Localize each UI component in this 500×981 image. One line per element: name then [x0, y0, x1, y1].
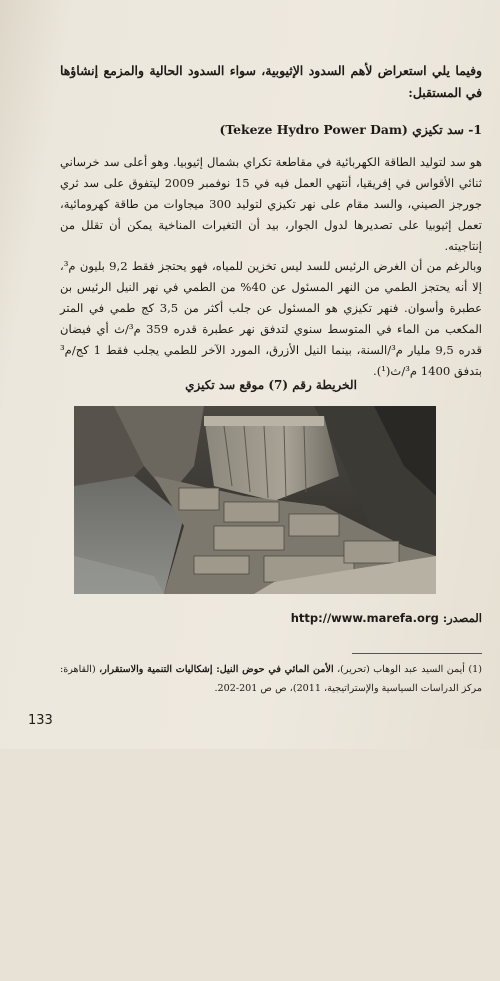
- paragraph-1: هو سد لتوليد الطاقة الكهربائية في مقاطعة تكراي بشمال إثيوبيا. وهو أعلى سد خرساني ثنائي الأقواس في إفريقيا، أنتهي العمل فيه في 15 نوفمبر 2009 ليتفوق على سد ثري جورجز الصيني، والسد مقام على نهر تكيزي لتوليد 300 ميجاوات من طاقة كهرومائية، تعمل إثيوبيا على تصديرها لدول الجوار، بيد أن التغيرات المناخية يمكن أن تقلل من إنتاجيته.: [60, 155, 482, 253]
- paragraph-2: وبالرغم من أن الغرض الرئيس للسد ليس تخزين للمياه، فهو يحتجز فقط 9,2 بليون م³، إلا أنه يحتجز الطمي من النهر المسئول عن 40% من الطمي في نهر النيل الرئيس بن عطبرة وأسوان. فنهر تكيزي هو المسئول عن جلب أكثر من 3,5 كج طمي في المتر المكعب من الماء في المتوسط سنوي لتدفق نهر عطبرة قدره 359 م³/ث أي فيضان قدره 9,5 مليار م³/السنة، بينما النيل الأزرق، المورد الآخر للطمي يجلب فقط 1 كج/م³ بتدفق 1400 م³/ث(¹).: [60, 259, 483, 378]
- footnote-title: الأمن المائي في حوض النيل: إشكاليات التنمية والاستقرار،: [99, 664, 334, 675]
- source-link[interactable]: http://www.marefa.org: [290, 611, 439, 625]
- footnote: [60, 660, 482, 698]
- source-label: المصدر:: [442, 611, 482, 625]
- source-line: [60, 611, 482, 625]
- footnote-prefix: (1) أيمن السيد عبد الوهاب (تحرير)،: [333, 664, 482, 675]
- dam-photo-drawing: [74, 406, 436, 594]
- section-heading: 1- سد تكيزي (Tekeze Hydro Power Dam): [219, 122, 482, 137]
- photo-date-stamp: 08/12/2007: [166, 973, 207, 981]
- footnote-rest: (القاهرة: مركز الدراسات السياسية والإستراتيجية، 2011)، ص ص 201-202.: [60, 664, 482, 694]
- page-number: 133: [28, 713, 53, 728]
- map-caption: الخريطة رقم (7) موقع سد تكيزي: [185, 378, 357, 392]
- intro-paragraph: وفيما يلي استعراض لأهم السدود الإثيوبية، سواء السدود الحالية والمزمع إنشاؤها في المستقبل:: [60, 63, 482, 100]
- footnote-divider: [352, 653, 482, 654]
